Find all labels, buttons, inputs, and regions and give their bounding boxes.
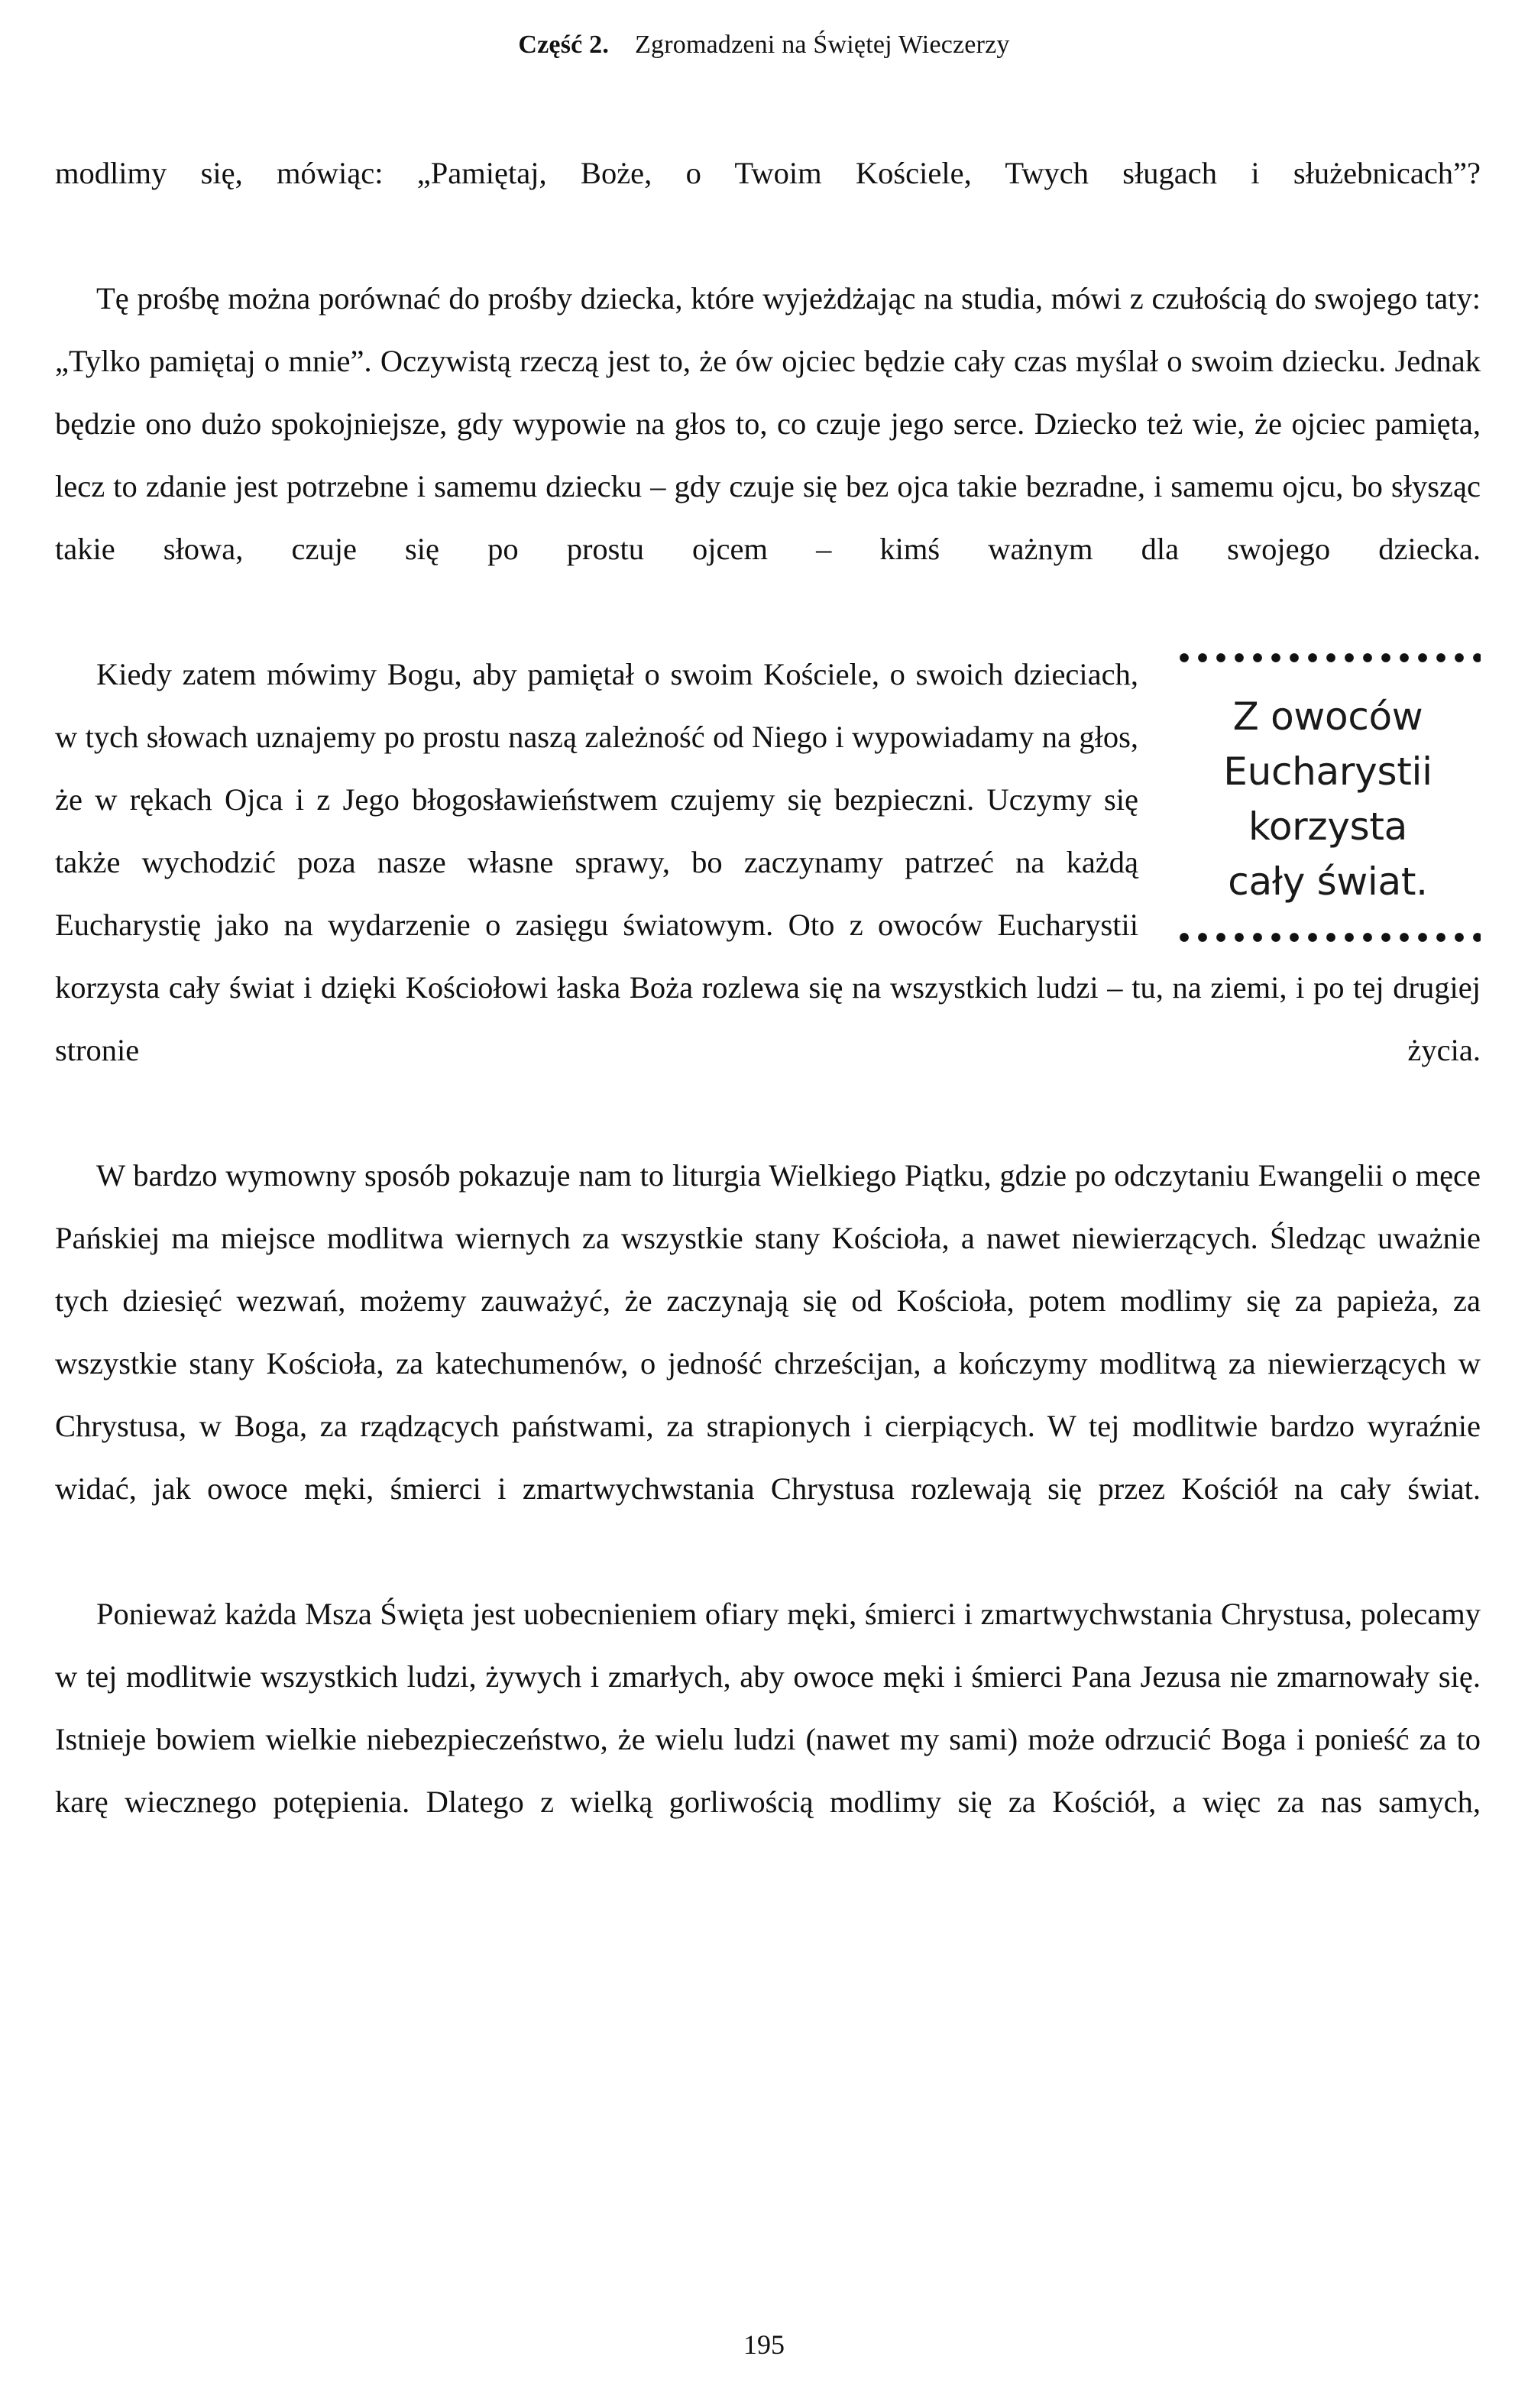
paragraph-4: W bardzo wymowny sposób pokazuje nam to liturgia Wielkiego Piątku, gdzie po odczytaniu Ewangelii o męce Pańskiej ma miejsce modlitwa wiernych za wszystkie stany Kościoła, a nawet niewierzących. Śledząc uważnie tych dziesięć wezwań, możemy zauważyć, że zaczynają się od Kościoła, potem modlimy się za papieża, za wszystkie stany Kościoła, za katechumenów, o jedność chrześcijan, a kończymy modlitwą za niewierzących w Chrystusa, w Boga, za rządzących państwami, za strapionych i cierpiących. W tej modlitwie bardzo wyraźnie widać, jak owoce męki, śmierci i zmartwychwstania Chrystusa rozlewają się przez Kościół na cały świat. bbox=[55, 1158, 1481, 1506]
running-header bbox=[0, 31, 1528, 60]
dotted-rule-top-icon bbox=[1175, 646, 1481, 669]
page-number: 195 bbox=[743, 2329, 785, 2360]
pull-quote-line-1: Z owoców bbox=[1232, 694, 1423, 739]
pull-quote-text bbox=[1175, 689, 1481, 909]
pull-quote-line-3: korzysta bbox=[1248, 804, 1408, 849]
body-text-column bbox=[55, 142, 1481, 1896]
header-chapter-title: Zgromadzeni na Świętej Wieczerzy bbox=[635, 31, 1010, 59]
dotted-rule-bottom-icon bbox=[1175, 926, 1481, 949]
paragraph-3: Kiedy zatem mówimy Bogu, aby pamiętał o swoim Kościele, o swoich dzieciach, w tych słowach uznajemy po prostu naszą zależność od Niego i wypowiadamy na głos, że w rękach Ojca i z Jego błogosławieństwem czujemy się bezpieczni. Uczymy się także wychodzić poza nasze własne sprawy, bo zaczynamy patrzeć na każdą Eucharystię jako na wydarzenie o zasięgu światowym. Oto z owoców Eucharystii korzysta cały świat i dzięki Kościołowi łaska Boża rozlewa się na wszystkich ludzi – tu, na ziemi, i po tej drugiej stronie życia. bbox=[55, 657, 1481, 1067]
header-part-label: Część 2. bbox=[518, 31, 610, 59]
paragraph-1: modlimy się, mówiąc: „Pamiętaj, Boże, o Twoim Kościele, Twych sługach i służebnicach”? bbox=[55, 156, 1481, 190]
pull-quote-line-2: Eucharystii bbox=[1223, 749, 1432, 794]
pull-quote-callout bbox=[1175, 646, 1481, 949]
paragraph-2: Tę prośbę można porównać do prośby dziecka, które wyjeżdżając na studia, mówi z czułością do swojego taty: „Tylko pamiętaj o mnie”. Oczywistą rzeczą jest to, że ów ojciec będzie cały czas myślał o swoim dziecku. Jednak będzie ono dużo spokojniejsze, gdy wypowie na głos to, co czuje jego serce. Dziecko też wie, że ojciec pamięta, lecz to zdanie jest potrzebne i samemu dziecku – gdy czuje się bez ojca takie bezradne, i samemu ojcu, bo słysząc takie słowa, czuje się po prostu ojcem – kimś ważnym dla swojego dziecka. bbox=[55, 281, 1481, 566]
pull-quote-line-4: cały świat. bbox=[1228, 859, 1428, 904]
paragraph-5: Ponieważ każda Msza Święta jest uobecnieniem ofiary męki, śmierci i zmartwychwstania Chrystusa, polecamy w tej modlitwie wszystkich ludzi, żywych i zmarłych, aby owoce męki i śmierci Pana Jezusa nie zmarnowały się. Istnieje bowiem wielkie niebezpieczeństwo, że wielu ludzi (nawet my sami) może odrzucić Boga i ponieść za to karę wiecznego potępienia. Dlatego z wielką gorliwością modlimy się za Kościół, a więc za nas samych, bbox=[55, 1597, 1481, 1819]
